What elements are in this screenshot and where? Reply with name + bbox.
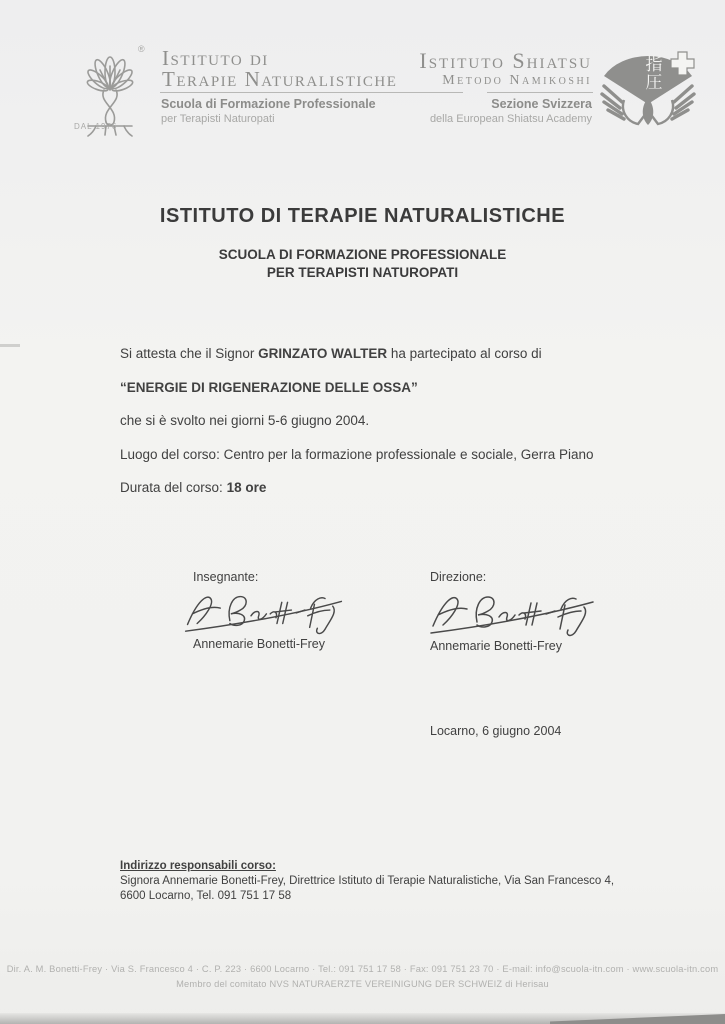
- left-rule: [160, 92, 463, 93]
- course-contact-block: [120, 859, 640, 904]
- right-org-name-line1: Istituto Shiatsu: [419, 48, 592, 73]
- right-org-subtitle2: della European Shiatsu Academy: [429, 113, 592, 125]
- fan-glyph-bottom: 圧: [645, 73, 663, 93]
- place-date: Locarno, 6 giugno 2004: [430, 724, 562, 738]
- left-org-name: [162, 48, 397, 90]
- teacher-name: Annemarie Bonetti-Frey: [193, 637, 326, 651]
- course-location: Luogo del corso: Centro per la formazione professionale e sociale, Gerra Piano: [120, 446, 594, 462]
- course-duration-label: Durata del corso:: [120, 480, 227, 495]
- direction-signature-block: [430, 570, 660, 653]
- attestation-prefix: Si attesta che il Signor: [120, 346, 259, 361]
- left-org-name-line2: Terapie Naturalistiche: [162, 67, 398, 91]
- course-duration: [120, 481, 640, 495]
- certificate-subtitle: [0, 246, 725, 282]
- teacher-signature-icon: [181, 586, 346, 636]
- course-dates: che si è svolto nei giorni 5-6 giugno 2004.: [120, 413, 370, 428]
- direction-signature-icon: [418, 586, 606, 638]
- course-duration-value: 18 ore: [226, 480, 267, 495]
- contact-line2: 6600 Locarno, Tel. 091 751 17 58: [120, 890, 292, 902]
- right-rule: [487, 92, 593, 93]
- certificate-subtitle-line1: SCUOLA DI FORMAZIONE PROFESSIONALE: [218, 247, 507, 262]
- right-org-name-line2: Metodo Namikoshi: [442, 73, 592, 88]
- attendee-name: GRINZATO WALTER: [258, 346, 388, 361]
- certificate-title: ISTITUTO DI TERAPIE NATURALISTICHE: [159, 205, 566, 227]
- attestation-suffix: ha partecipato al corso di: [387, 346, 542, 361]
- certificate-subtitle-line2: PER TERAPISTI NATUROPATI: [266, 265, 459, 280]
- since-label: DAL 1976: [74, 122, 118, 131]
- letterfoot: [0, 962, 725, 992]
- course-title: “ENERGIE DI RIGENERAZIONE DELLE OSSA”: [120, 379, 418, 395]
- shiatsu-fan-hands-icon: [598, 46, 698, 128]
- registered-trademark-icon: ®: [138, 44, 145, 54]
- attestation-body: [120, 347, 640, 515]
- scan-mark-left: [0, 344, 20, 347]
- contact-line1: Signora Annemarie Bonetti-Frey, Direttrice Istituto di Terapie Naturalistiche, Via San Francesco 4,: [120, 875, 615, 887]
- teacher-signature-block: [193, 570, 423, 651]
- right-org-subtitle: Sezione Svizzera: [491, 97, 592, 111]
- fan-glyph-top: 指: [645, 55, 663, 75]
- direction-label: Direzione:: [430, 570, 487, 584]
- contact-heading: Indirizzo responsabili corso:: [120, 860, 276, 872]
- attestation-line: [120, 347, 640, 361]
- left-org-name-line1: Istituto di: [162, 46, 269, 70]
- footer-membership-line: Membro del comitato NVS NATURAERZTE VEREINIGUNG DER SCHWEIZ di Herisau: [176, 979, 549, 989]
- footer-contact-line: Dir. A. M. Bonetti-Frey · Via S. Francesco 4 · C. P. 223 · 6600 Locarno · Tel.: 091 751 17 58 · Fax: 091 751 23 70 · E-mail: info@scuola-itn.com · www.scuola-itn.com: [6, 964, 719, 974]
- teacher-label: Insegnante:: [193, 570, 259, 584]
- left-org-subtitle: Scuola di Formazione Professionale: [161, 97, 376, 111]
- direction-name: Annemarie Bonetti-Frey: [430, 639, 563, 653]
- left-org-subtitle2: per Terapisti Naturopati: [161, 113, 275, 125]
